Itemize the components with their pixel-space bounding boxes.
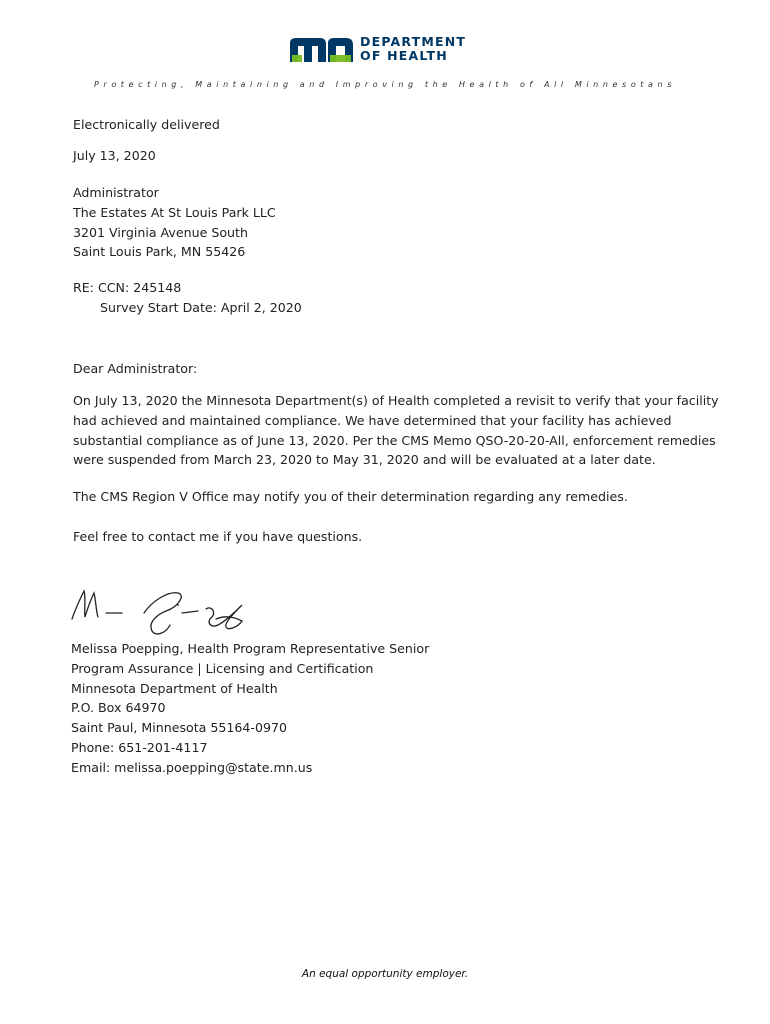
body-paragraph-2: The CMS Region V Office may notify you of their determination regarding any remedies.: [73, 489, 628, 504]
re-survey-date: Survey Start Date: April 2, 2020: [100, 299, 302, 315]
signature-image: [66, 583, 266, 639]
re-block: [73, 278, 302, 318]
sender-division: Program Assurance | Licensing and Certification: [71, 660, 374, 676]
logo-text: [360, 35, 466, 63]
sender-po-box: P.O. Box 64970: [71, 700, 166, 716]
tagline: Protecting, Maintaining and Improving the Health of All Minnesotans: [94, 80, 676, 89]
logo-line1: DEPARTMENT: [360, 34, 467, 49]
delivery-method: Electronically delivered: [73, 117, 220, 132]
sender-phone: Phone: 651-201-4117: [71, 739, 208, 755]
re-ccn: RE: CCN: 245148: [73, 280, 182, 295]
mdh-logo: [290, 35, 490, 69]
sender-city: Saint Paul, Minnesota 55164-0970: [71, 720, 288, 736]
recipient-line: 3201 Virginia Avenue South: [73, 224, 248, 240]
sender-email: Email: melissa.poepping@state.mn.us: [71, 759, 313, 775]
logo-line2: OF HEALTH: [360, 48, 448, 63]
sender-name-title: Melissa Poepping, Health Program Representative Senior: [71, 641, 430, 656]
paragraph-line: had achieved and maintained compliance. We have determined that your facility has achieved: [73, 412, 672, 428]
salutation: Dear Administrator:: [73, 361, 198, 376]
body-paragraph-1: [73, 391, 719, 470]
recipient-line: Administrator: [73, 185, 159, 200]
footer-note: An equal opportunity employer.: [301, 968, 469, 980]
mn-logo-mark-icon: [290, 35, 354, 65]
recipient-address: [73, 183, 276, 262]
body-paragraph-3: Feel free to contact me if you have questions.: [73, 529, 363, 544]
sender-department: Minnesota Department of Health: [71, 680, 278, 696]
letter-date: July 13, 2020: [73, 148, 156, 163]
paragraph-line: were suspended from March 23, 2020 to May 31, 2020 and will be evaluated at a later date.: [73, 452, 656, 468]
sender-signature-block: [71, 639, 429, 778]
recipient-line: The Estates At St Louis Park LLC: [73, 204, 276, 220]
recipient-line: Saint Louis Park, MN 55426: [73, 244, 246, 260]
paragraph-line: substantial compliance as of June 13, 2020. Per the CMS Memo QSO-20-20-All, enforcement remedies: [73, 432, 716, 448]
paragraph-line: On July 13, 2020 the Minnesota Department(s) of Health completed a revisit to verify that your facility: [73, 393, 719, 408]
